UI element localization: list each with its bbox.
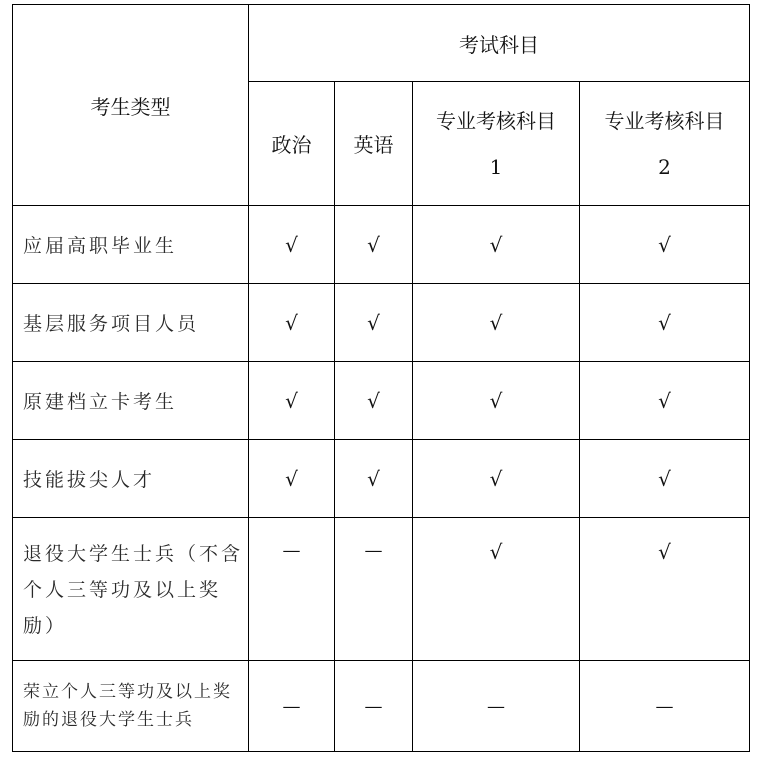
mark-cell: — bbox=[335, 661, 413, 752]
student-type-cell: 荣立个人三等功及以上奖励的退役大学生士兵 bbox=[13, 661, 249, 752]
mark-cell: √ bbox=[335, 440, 413, 518]
table-row bbox=[13, 206, 750, 284]
subject-header-major-1: 专业考核科目 1 bbox=[413, 82, 580, 206]
mark-cell: √ bbox=[580, 284, 750, 362]
mark-cell: √ bbox=[413, 362, 580, 440]
student-type-cell: 退役大学生士兵（不含个人三等功及以上奖励） bbox=[13, 518, 249, 661]
mark-cell: — bbox=[249, 518, 335, 661]
mark-cell: √ bbox=[413, 284, 580, 362]
mark-cell: √ bbox=[335, 284, 413, 362]
exam-subjects-header: 考试科目 bbox=[249, 5, 750, 82]
mark-cell: √ bbox=[580, 440, 750, 518]
mark-cell: √ bbox=[580, 518, 750, 661]
mark-cell: √ bbox=[249, 362, 335, 440]
mark-cell: √ bbox=[413, 206, 580, 284]
student-type-cell: 原建档立卡考生 bbox=[13, 362, 249, 440]
table-row bbox=[13, 518, 750, 661]
mark-cell: √ bbox=[335, 206, 413, 284]
subject-header-major-2: 专业考核科目 2 bbox=[580, 82, 750, 206]
table-row bbox=[13, 362, 750, 440]
mark-cell: — bbox=[580, 661, 750, 752]
table-row bbox=[13, 440, 750, 518]
mark-cell: √ bbox=[413, 518, 580, 661]
mark-cell: √ bbox=[580, 362, 750, 440]
table-row bbox=[13, 284, 750, 362]
mark-cell: √ bbox=[335, 362, 413, 440]
mark-cell: — bbox=[413, 661, 580, 752]
mark-cell: √ bbox=[249, 440, 335, 518]
mark-cell: — bbox=[249, 661, 335, 752]
student-type-cell: 应届高职毕业生 bbox=[13, 206, 249, 284]
student-type-cell: 基层服务项目人员 bbox=[13, 284, 249, 362]
student-type-header: 考生类型 bbox=[13, 5, 249, 206]
subject-header-politics: 政治 bbox=[249, 82, 335, 206]
mark-cell: — bbox=[335, 518, 413, 661]
mark-cell: √ bbox=[249, 284, 335, 362]
table-row bbox=[13, 661, 750, 752]
subject-header-english: 英语 bbox=[335, 82, 413, 206]
mark-cell: √ bbox=[413, 440, 580, 518]
exam-subjects-table bbox=[12, 4, 750, 752]
mark-cell: √ bbox=[249, 206, 335, 284]
student-type-cell: 技能拔尖人才 bbox=[13, 440, 249, 518]
mark-cell: √ bbox=[580, 206, 750, 284]
